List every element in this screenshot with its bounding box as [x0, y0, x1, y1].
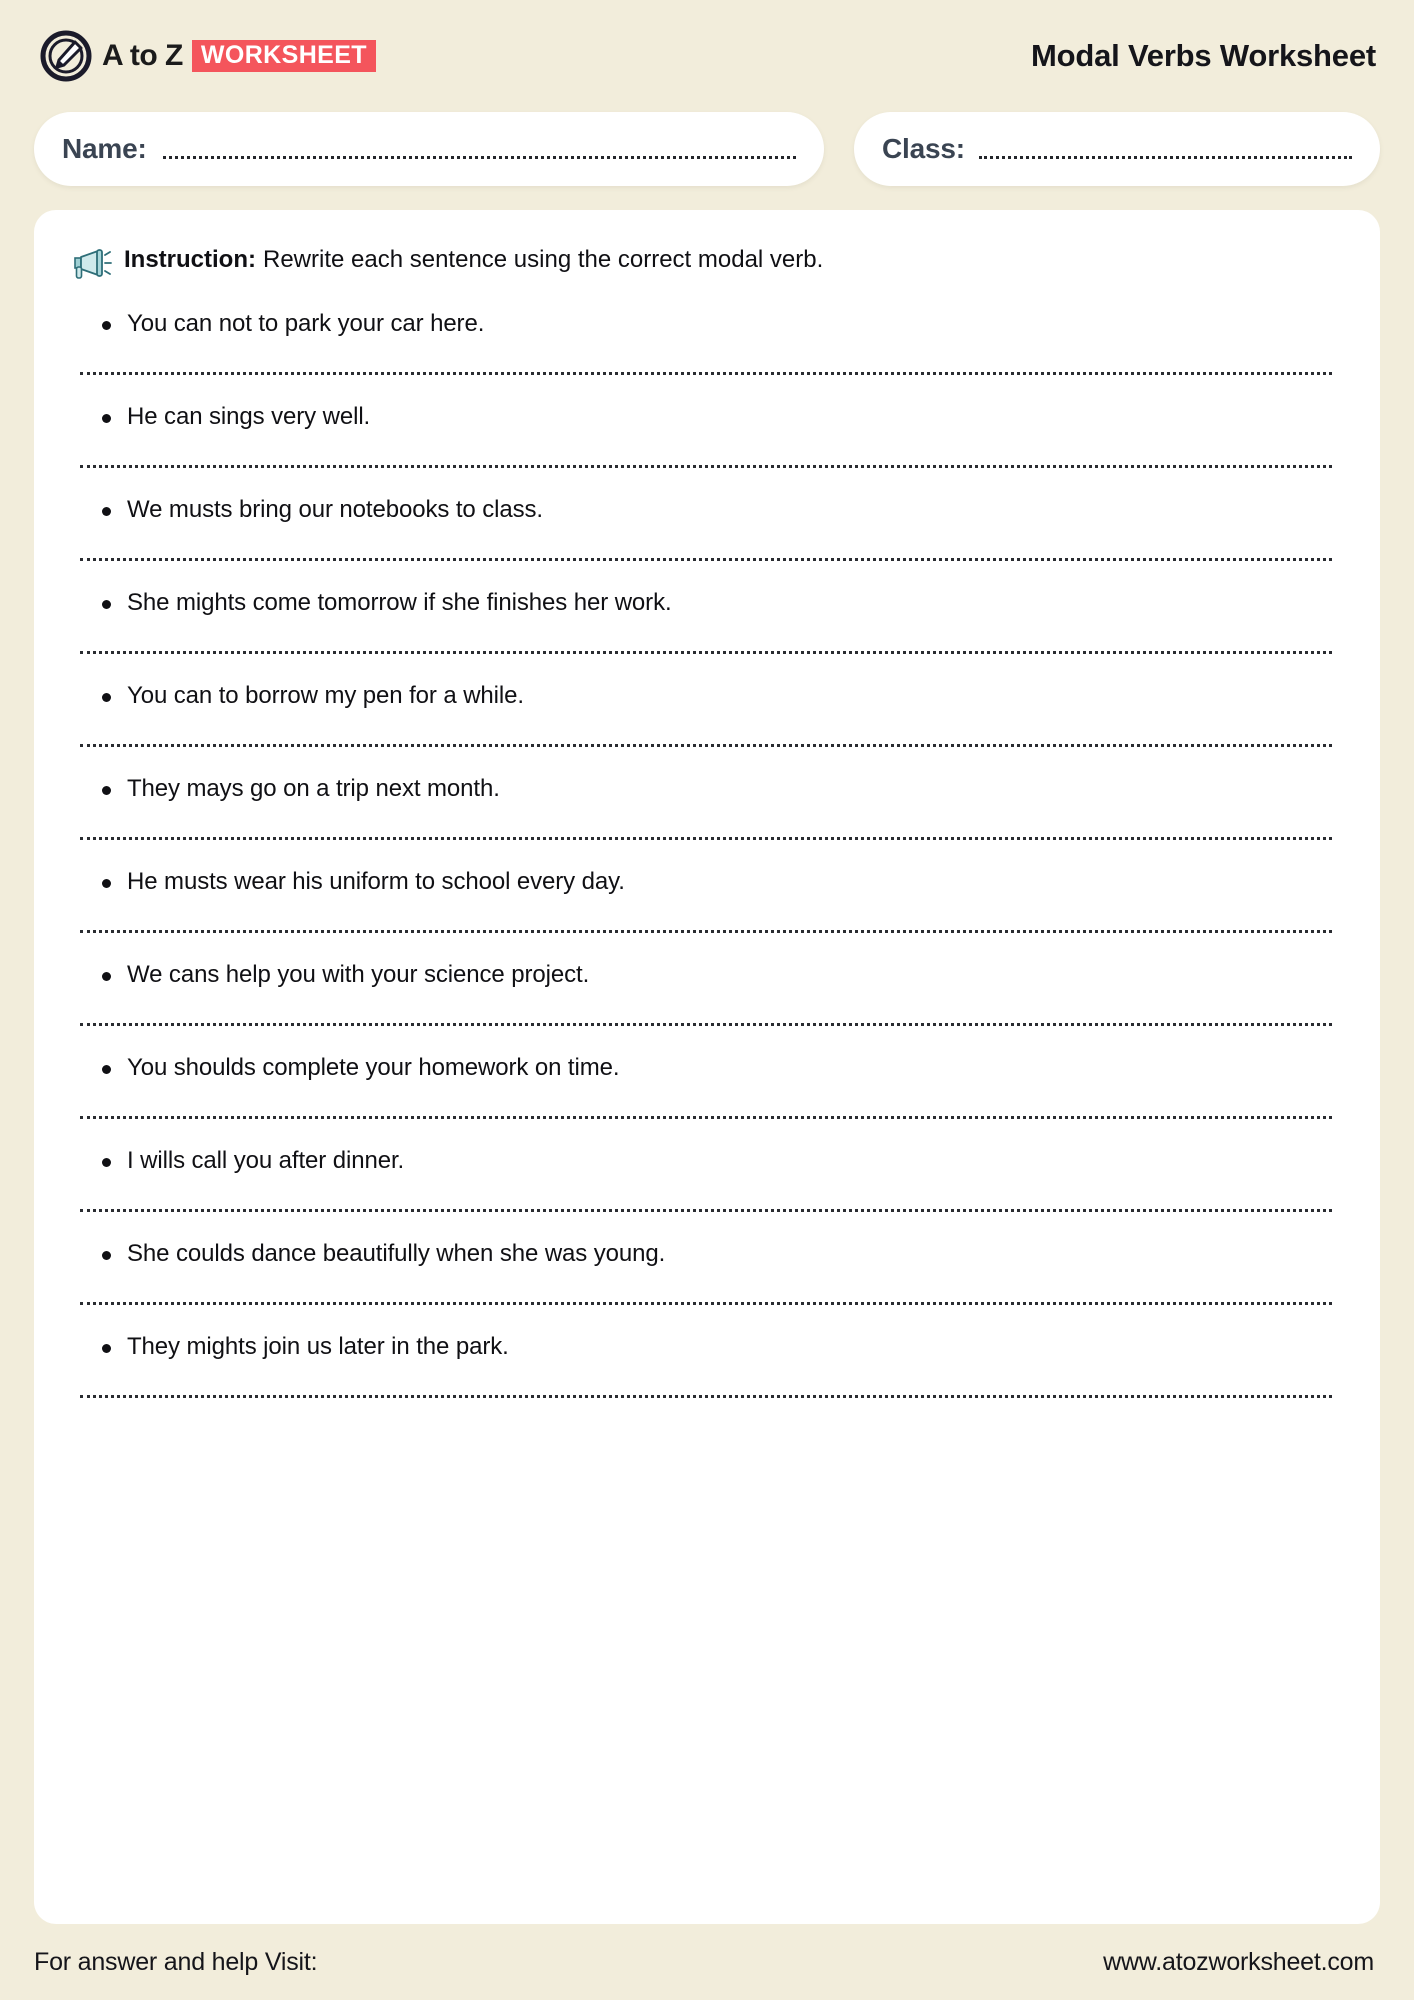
- question-row: [72, 866, 1340, 906]
- bullet-icon: [102, 507, 111, 516]
- question-row: [72, 494, 1340, 534]
- list-item: [72, 308, 1340, 375]
- answer-line[interactable]: [80, 1302, 1332, 1305]
- class-field[interactable]: [854, 112, 1380, 186]
- answer-line[interactable]: [80, 558, 1332, 561]
- answer-line[interactable]: [80, 372, 1332, 375]
- name-field-input[interactable]: [163, 156, 796, 159]
- brand-logo[interactable]: [40, 30, 376, 82]
- brand-name: A to Z: [102, 39, 183, 72]
- instruction-label: Instruction:: [124, 246, 256, 273]
- question-row: [72, 1331, 1340, 1371]
- list-item: [72, 866, 1340, 933]
- question-row: [72, 959, 1340, 999]
- question-text: You can not to park your car here.: [127, 310, 485, 337]
- question-row: [72, 1052, 1340, 1092]
- list-item: [72, 773, 1340, 840]
- name-field-label: Name:: [62, 133, 147, 164]
- bullet-icon: [102, 1158, 111, 1167]
- bullet-icon: [102, 1251, 111, 1260]
- question-row: [72, 1238, 1340, 1278]
- instruction-text: [124, 244, 823, 275]
- bullet-icon: [102, 600, 111, 609]
- answer-line[interactable]: [80, 1209, 1332, 1212]
- question-text: I wills call you after dinner.: [127, 1147, 405, 1174]
- class-field-label: Class:: [882, 133, 965, 164]
- list-item: [72, 1145, 1340, 1212]
- question-text: We musts bring our notebooks to class.: [127, 496, 543, 523]
- answer-line[interactable]: [80, 651, 1332, 654]
- instruction-row: [72, 244, 1340, 286]
- class-field-input[interactable]: [979, 156, 1352, 159]
- question-row: [72, 587, 1340, 627]
- list-item: [72, 959, 1340, 1026]
- pen-circle-logo-icon: [40, 30, 92, 82]
- bullet-icon: [102, 786, 111, 795]
- name-field[interactable]: [34, 112, 824, 186]
- question-list: [72, 308, 1340, 1398]
- answer-line[interactable]: [80, 465, 1332, 468]
- question-text: They mights join us later in the park.: [127, 1333, 509, 1360]
- list-item: [72, 494, 1340, 561]
- student-fields: [34, 112, 1380, 186]
- question-text: He musts wear his uniform to school every day.: [127, 868, 625, 895]
- answer-line[interactable]: [80, 1116, 1332, 1119]
- list-item: [72, 401, 1340, 468]
- list-item: [72, 1238, 1340, 1305]
- page-footer: [34, 1924, 1380, 2000]
- answer-line[interactable]: [80, 1023, 1332, 1026]
- answer-line[interactable]: [80, 1395, 1332, 1398]
- bullet-icon: [102, 879, 111, 888]
- list-item: [72, 1331, 1340, 1398]
- page-title: Modal Verbs Worksheet: [1031, 38, 1376, 73]
- question-text: You can to borrow my pen for a while.: [127, 682, 524, 709]
- footer-website-link[interactable]: www.atozworksheet.com: [1103, 1947, 1374, 1976]
- footer-help-text: For answer and help Visit:: [34, 1947, 318, 1976]
- question-text: He can sings very well.: [127, 403, 371, 430]
- megaphone-icon: [72, 244, 112, 286]
- question-text: You shoulds complete your homework on time.: [127, 1054, 620, 1081]
- list-item: [72, 680, 1340, 747]
- answer-line[interactable]: [80, 744, 1332, 747]
- list-item: [72, 1052, 1340, 1119]
- page-header: [34, 0, 1380, 112]
- bullet-icon: [102, 693, 111, 702]
- question-row: [72, 308, 1340, 348]
- answer-line[interactable]: [80, 837, 1332, 840]
- instruction-body: Rewrite each sentence using the correct modal verb.: [263, 246, 824, 273]
- bullet-icon: [102, 1344, 111, 1353]
- bullet-icon: [102, 1065, 111, 1074]
- question-row: [72, 680, 1340, 720]
- bullet-icon: [102, 414, 111, 423]
- bullet-icon: [102, 972, 111, 981]
- question-text: They mays go on a trip next month.: [127, 775, 500, 802]
- question-text: We cans help you with your science project.: [127, 961, 590, 988]
- question-row: [72, 773, 1340, 813]
- worksheet-card: [34, 210, 1380, 1924]
- question-row: [72, 401, 1340, 441]
- brand-badge: WORKSHEET: [192, 40, 376, 72]
- question-text: She mights come tomorrow if she finishes her work.: [127, 589, 672, 616]
- question-row: [72, 1145, 1340, 1185]
- list-item: [72, 587, 1340, 654]
- question-text: She coulds dance beautifully when she was young.: [127, 1240, 666, 1267]
- answer-line[interactable]: [80, 930, 1332, 933]
- bullet-icon: [102, 321, 111, 330]
